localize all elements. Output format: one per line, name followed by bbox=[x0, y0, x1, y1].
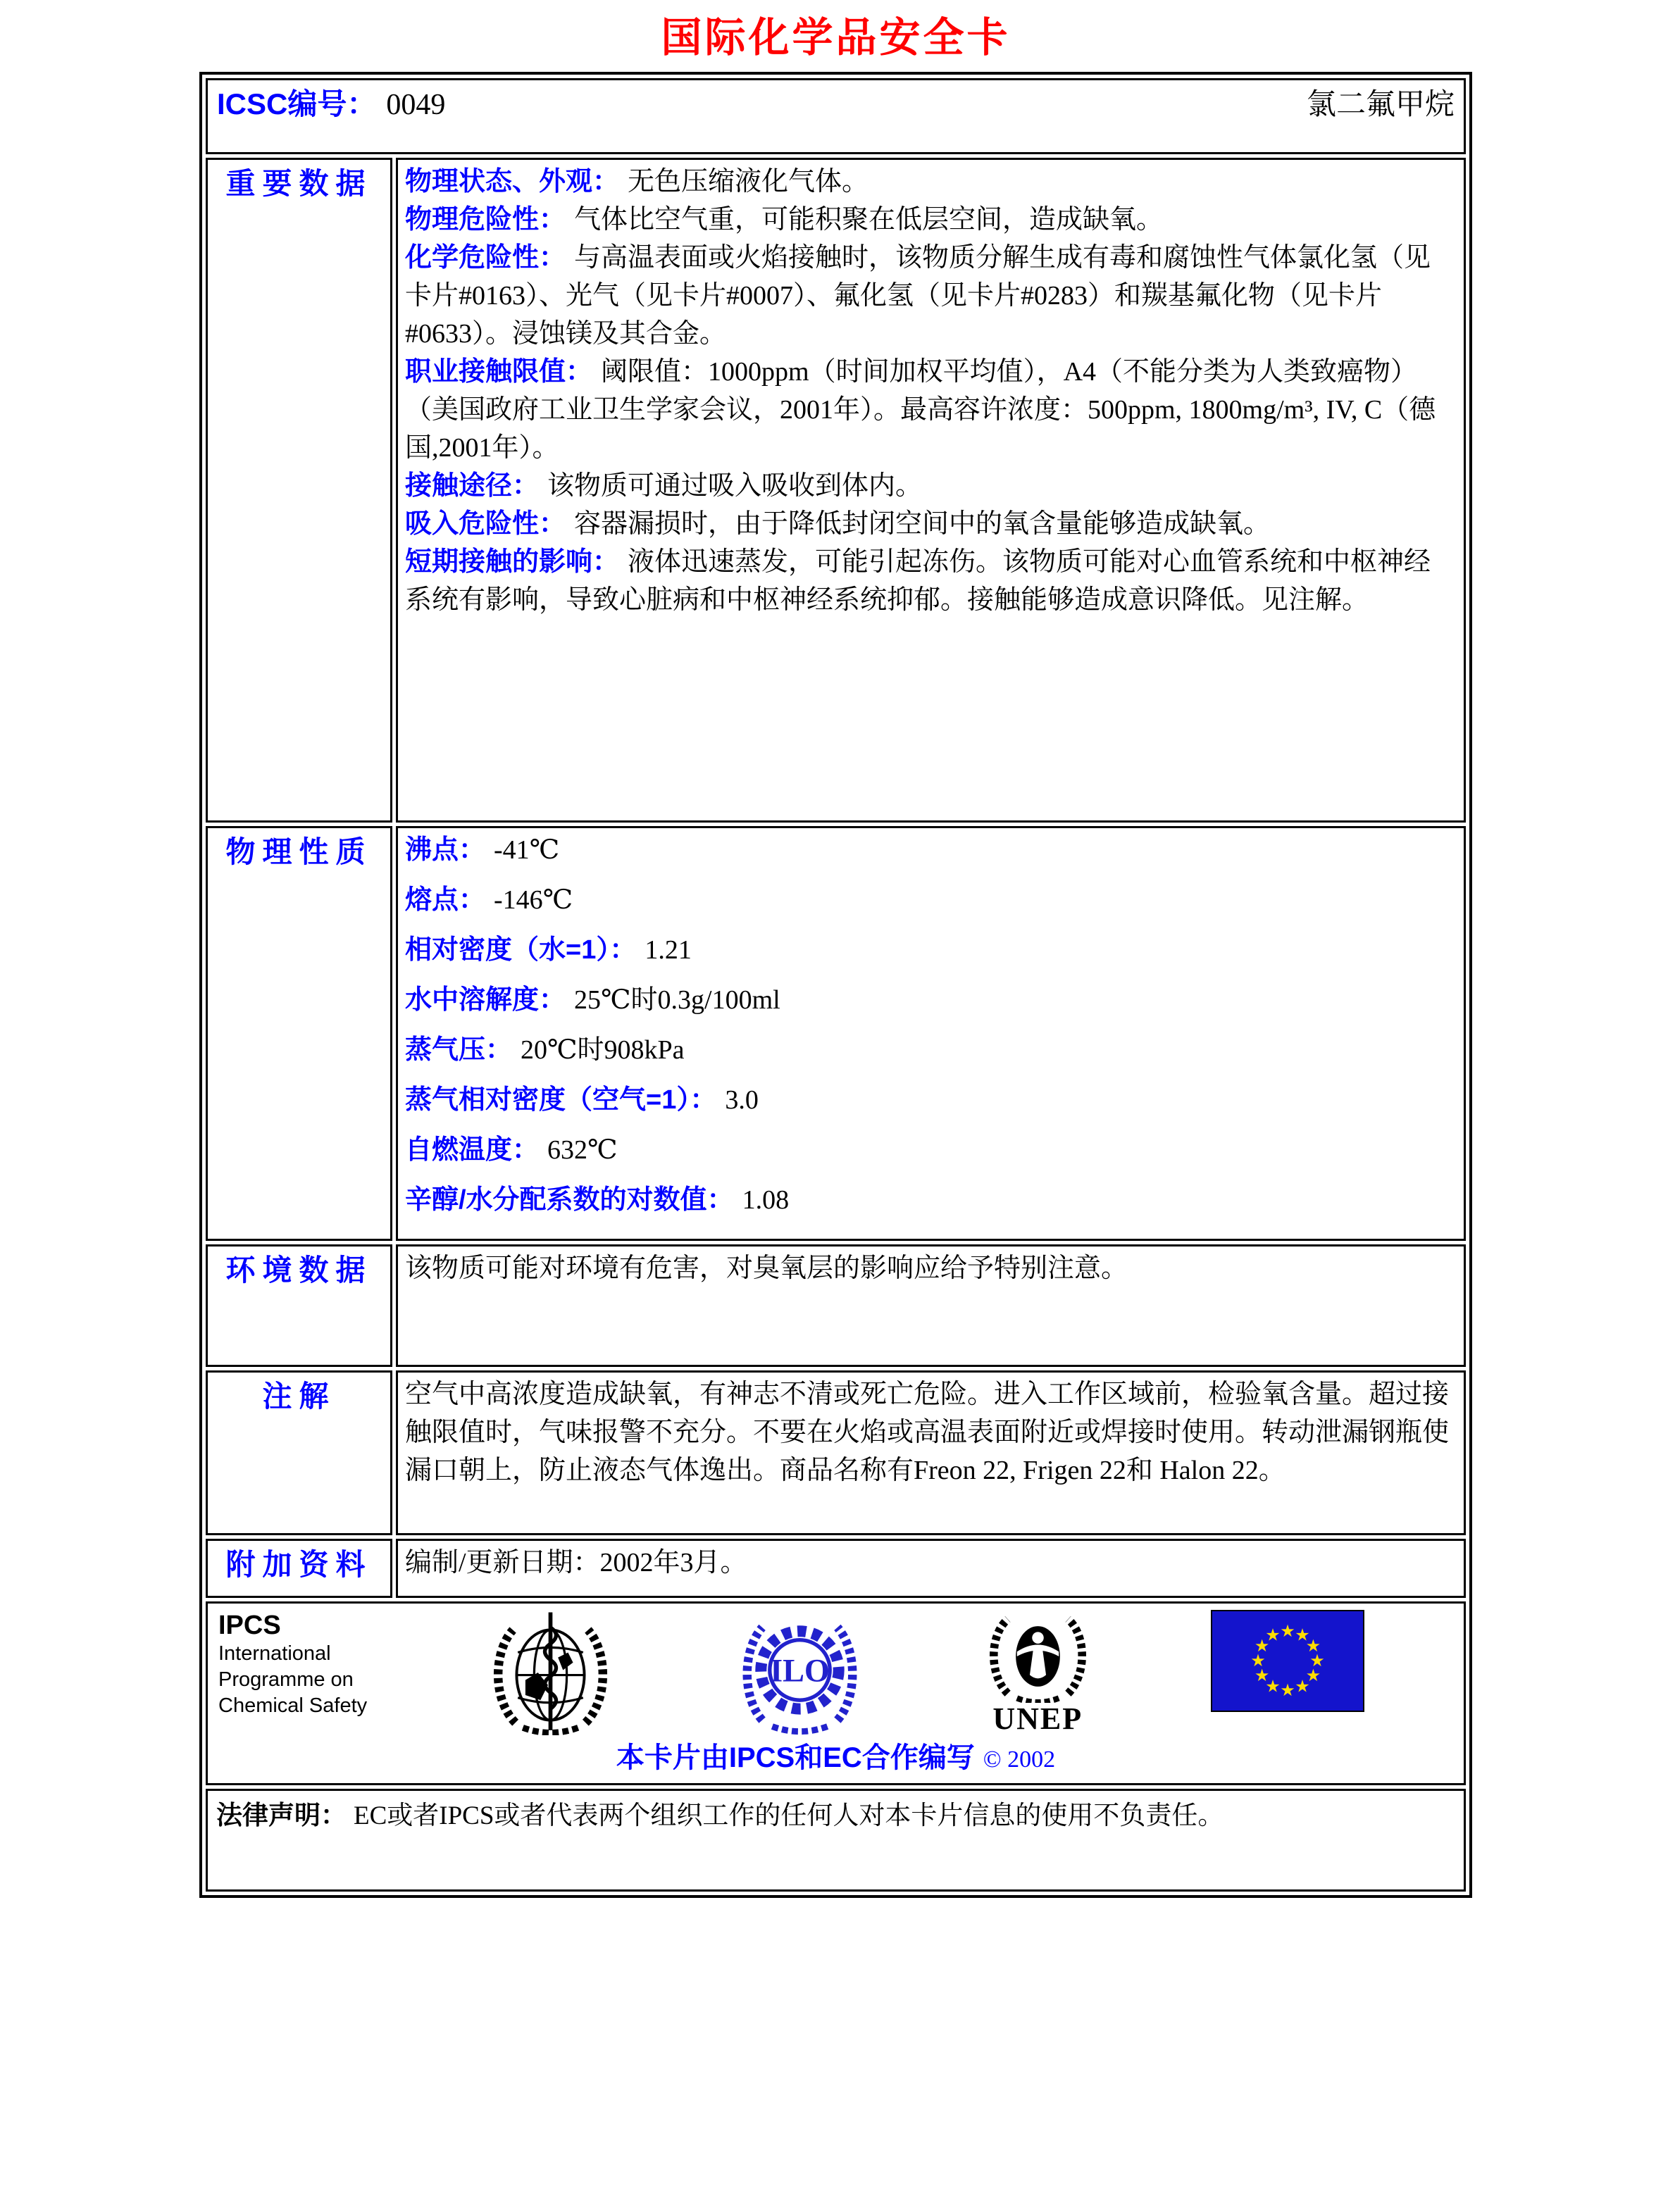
row-label-environmental-data: 环境数据 bbox=[206, 1244, 392, 1367]
important-item bbox=[405, 239, 1457, 353]
unep-label: UNEP bbox=[992, 1701, 1083, 1736]
additional-info-text: 编制/更新日期：2002年3月。 bbox=[405, 1548, 747, 1577]
card-header-row bbox=[206, 78, 1466, 154]
icsc-number-label: ICSC编号： bbox=[217, 87, 377, 120]
item-label: 物理危险性： bbox=[405, 205, 566, 235]
item-text: -41℃ bbox=[494, 835, 560, 865]
ipcs-line: International bbox=[218, 1642, 331, 1665]
ipcs-text-block bbox=[218, 1610, 367, 1719]
item-text: 气体比空气重，可能积聚在低层空间，造成缺氧。 bbox=[574, 205, 1164, 235]
footer-row bbox=[206, 1601, 1466, 1785]
row-label-physical-properties: 物理性质 bbox=[206, 826, 392, 1241]
item-text: 3.0 bbox=[725, 1085, 759, 1115]
ilo-logo-icon bbox=[735, 1610, 865, 1735]
physical-item bbox=[405, 881, 1457, 919]
eu-star: ★ bbox=[1305, 1666, 1321, 1685]
unep-logo-icon bbox=[980, 1610, 1096, 1703]
eu-star: ★ bbox=[1295, 1676, 1310, 1697]
item-text: 液体迅速蒸发，可能引起冻伤。该物质可能对心血管系统和中枢神经系统有影响，导致心脏病和中枢神经系统抑郁。接触能够造成意识降低。见注解。 bbox=[405, 547, 1431, 615]
physical-properties-content bbox=[396, 826, 1466, 1241]
page-title: 国际化学品安全卡 bbox=[661, 15, 1011, 61]
physical-item bbox=[405, 831, 1457, 869]
item-text: 1.08 bbox=[742, 1185, 790, 1215]
notes-content bbox=[396, 1370, 1466, 1535]
eu-star: ★ bbox=[1265, 1676, 1281, 1697]
footer-credit-line bbox=[208, 1735, 1463, 1782]
item-text: 该物质可通过吸入吸收到体内。 bbox=[547, 471, 923, 501]
item-text: 25℃时0.3g/100ml bbox=[574, 985, 780, 1015]
legal-notice-label: 法律声明： bbox=[216, 1801, 347, 1830]
item-text: 阈限值：1000ppm（时间加权平均值），A4（不能分类为人类致癌物）（美国政府工业卫生学家会议，2001年）。最高容许浓度：500ppm, 1800mg/m³, IV, C（德国,2001年）。 bbox=[405, 357, 1436, 463]
eu-flag-icon bbox=[1211, 1610, 1364, 1712]
item-label: 水中溶解度： bbox=[405, 985, 566, 1015]
item-text: 20℃时908kPa bbox=[521, 1035, 685, 1065]
additional-info-content bbox=[396, 1539, 1466, 1598]
item-text: -146℃ bbox=[494, 885, 573, 915]
eu-star: ★ bbox=[1295, 1625, 1310, 1645]
item-label: 沸点： bbox=[405, 835, 486, 865]
item-text: 无色压缩液化气体。 bbox=[628, 167, 869, 196]
ipcs-line: Programme on bbox=[218, 1668, 354, 1691]
item-label: 接触途径： bbox=[405, 471, 540, 501]
unep-logo-block bbox=[980, 1610, 1096, 1735]
important-item bbox=[405, 201, 1457, 239]
item-label: 辛醇/水分配系数的对数值： bbox=[405, 1185, 734, 1215]
physical-item bbox=[405, 1131, 1457, 1169]
physical-item bbox=[405, 931, 1457, 969]
physical-item bbox=[405, 1031, 1457, 1069]
eu-star: ★ bbox=[1254, 1666, 1270, 1685]
item-text: 与高温表面或火焰接触时，该物质分解生成有毒和腐蚀性气体氯化氢（见卡片#0163）、光气（见卡片#0007）、氟化氢（见卡片#0283）和羰基氟化物（见卡片#0633）。浸蚀镁及其合金。 bbox=[405, 243, 1431, 349]
icsc-number-value: 0049 bbox=[386, 89, 446, 121]
eu-star: ★ bbox=[1305, 1636, 1321, 1656]
important-item bbox=[405, 467, 1457, 505]
legal-notice-row bbox=[206, 1789, 1466, 1892]
item-label: 化学危险性： bbox=[405, 243, 566, 273]
item-label: 熔点： bbox=[405, 885, 486, 915]
who-logo-icon bbox=[482, 1610, 619, 1735]
eu-star: ★ bbox=[1250, 1651, 1266, 1670]
item-text: 容器漏损时，由于降低封闭空间中的氧含量能够造成缺氧。 bbox=[574, 509, 1271, 539]
physical-item bbox=[405, 981, 1457, 1019]
ipcs-title: IPCS bbox=[218, 1611, 281, 1640]
row-label-additional-info: 附加资料 bbox=[206, 1539, 392, 1598]
row-label-notes: 注解 bbox=[206, 1370, 392, 1535]
copyright-text: © 2002 bbox=[983, 1747, 1056, 1773]
eu-star: ★ bbox=[1280, 1680, 1295, 1700]
environment-text: 该物质可能对环境有危害，对臭氧层的影响应给予特别注意。 bbox=[405, 1254, 1128, 1283]
ilo-letters: ILO bbox=[769, 1653, 830, 1689]
legal-notice-text: EC或者IPCS或者代表两个组织工作的任何人对本卡片信息的使用不负责任。 bbox=[354, 1801, 1224, 1830]
item-label: 相对密度（水=1）： bbox=[405, 935, 637, 965]
item-label: 职业接触限值： bbox=[405, 357, 593, 387]
icsc-document bbox=[0, 4, 1656, 2212]
ipcs-line: Chemical Safety bbox=[218, 1694, 368, 1717]
physical-item bbox=[405, 1181, 1457, 1219]
item-label: 吸入危险性： bbox=[405, 509, 566, 539]
important-item bbox=[405, 353, 1457, 467]
important-data-content bbox=[396, 158, 1466, 823]
item-label: 短期接触的影响： bbox=[405, 547, 620, 577]
credit-text: 本卡片由IPCS和EC合作编写 bbox=[616, 1742, 975, 1773]
eu-star: ★ bbox=[1254, 1636, 1270, 1656]
icsc-number bbox=[217, 81, 445, 123]
item-text: 1.21 bbox=[645, 935, 692, 965]
environmental-data-content bbox=[396, 1244, 1466, 1367]
icsc-card-table bbox=[199, 72, 1472, 1898]
eu-star: ★ bbox=[1280, 1621, 1295, 1641]
important-item bbox=[405, 163, 1457, 201]
important-item bbox=[405, 505, 1457, 543]
eu-star: ★ bbox=[1309, 1651, 1325, 1670]
eu-star: ★ bbox=[1265, 1625, 1281, 1645]
chemical-name: 氯二氟甲烷 bbox=[1306, 89, 1455, 121]
row-label-important-data: 重要数据 bbox=[206, 158, 392, 823]
item-label: 蒸气相对密度（空气=1）： bbox=[405, 1085, 717, 1115]
item-label: 自燃温度： bbox=[405, 1135, 540, 1165]
item-label: 蒸气压： bbox=[405, 1035, 513, 1065]
item-label: 物理状态、外观： bbox=[405, 167, 620, 196]
notes-text: 空气中高浓度造成缺氧，有神志不清或死亡危险。进入工作区域前，检验氧含量。超过接触限值时，气味报警不充分。不要在火焰或高温表面附近或焊接时使用。转动泄漏钢瓶使漏口朝上，防止液态气体逸出。商品名称有Freon 22, Frigen 22和 Halon 22。 bbox=[405, 1380, 1450, 1485]
important-item bbox=[405, 543, 1457, 619]
physical-item bbox=[405, 1081, 1457, 1119]
item-text: 632℃ bbox=[547, 1135, 618, 1165]
